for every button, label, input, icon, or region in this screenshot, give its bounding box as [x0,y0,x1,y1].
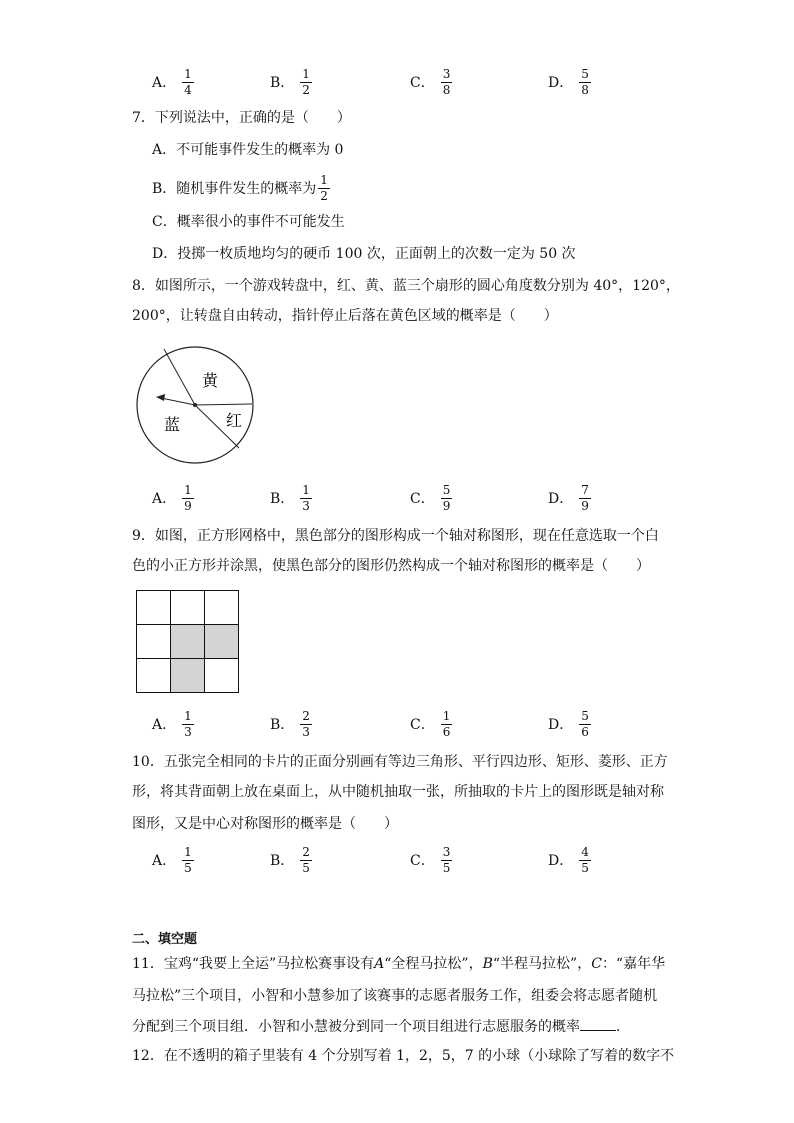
q10-option-d [548,846,591,875]
fraction-numerator: 1 [184,67,192,81]
option-letter: A． [152,490,177,507]
q10-option-c [410,846,452,875]
option-fraction [300,484,312,513]
fraction-numerator: 7 [581,483,589,497]
fraction-numerator: 5 [581,67,589,81]
q11-label-a: A [374,956,385,972]
q7-option-b-fraction [318,174,330,203]
section-title-fill-in: 二、填空题 [132,932,198,947]
fraction-numerator: 1 [302,67,310,81]
grid-cell-shaded [171,659,205,693]
answer-blank[interactable] [580,1016,616,1031]
q12-line1: 12．在不透明的箱子里装有 4 个分别写着 1，2，5，7 的小球（小球除了写着的数字不 [132,1048,675,1064]
option-fraction [300,846,312,875]
fraction-denominator: 2 [320,189,328,203]
spinner-divider-yellow-red [195,404,252,405]
q9-option-a [152,710,194,739]
option-letter: D． [548,716,574,733]
fraction-numerator: 2 [302,845,310,859]
fraction-denominator: 5 [184,861,192,875]
fraction-denominator: 5 [442,861,451,875]
option-letter: B． [270,852,295,869]
fraction-numerator: 1 [184,483,192,497]
option-letter: B． [270,490,295,507]
q7-option-c: C．概率很小的事件不可能发生 [152,214,345,230]
q9-option-c [410,710,452,739]
grid-cell [205,659,239,693]
spinner-center-dot [193,403,197,407]
option-fraction [441,68,453,97]
spinner-figure [134,344,258,468]
q11-line3-end: ． [616,1019,630,1035]
grid-cell [137,591,171,625]
fraction-numerator: 5 [442,483,451,497]
fraction-denominator: 8 [581,83,589,97]
fraction-denominator: 9 [184,499,192,513]
option-letter: C． [410,490,435,507]
option-letter: C． [410,74,435,91]
grid-cell-shaded [205,625,239,659]
fraction-denominator: 5 [581,861,589,875]
label-yellow: 黄 [202,371,219,390]
fraction-numerator: 1 [320,173,328,187]
q7-option-b [152,174,330,203]
q9-option-b [270,710,312,739]
fraction-denominator: 8 [442,83,451,97]
label-blue: 蓝 [164,415,181,434]
spinner-pointer [161,398,195,405]
fraction-numerator: 3 [442,67,451,81]
fraction-denominator: 4 [184,83,192,97]
option-fraction [182,68,194,97]
fraction-numerator: 1 [184,709,192,723]
option-letter: A． [152,74,177,91]
q7-option-d: D．投掷一枚质地均匀的硬币 100 次，正面朝上的次数一定为 50 次 [152,246,576,262]
q9-option-d [548,710,591,739]
q7-option-a: A．不可能事件发生的概率为 0 [152,142,344,158]
option-fraction [441,484,453,513]
pointer-arrowhead-icon [156,394,165,401]
q6-option-a [152,68,194,97]
option-fraction [182,484,194,513]
option-letter: A． [152,716,177,733]
option-letter: B． [270,74,295,91]
q8-option-d [548,484,591,513]
q9-stem-line1: 9．如图，正方形网格中，黑色部分的图形构成一个轴对称图形，现在任意选取一个白 [132,528,659,544]
q11-text-4: ：“嘉年华 [601,956,666,972]
grid-cell [205,591,239,625]
q9-stem-line2: 色的小正方形并涂黑，使黑色部分的图形仍然构成一个轴对称图形的概率是（ ） [132,558,650,574]
q6-option-b [270,68,312,97]
label-red: 红 [226,411,243,430]
option-fraction [182,710,194,739]
option-letter: A． [152,852,177,869]
fraction-denominator: 3 [302,499,310,513]
fraction-numerator: 1 [302,483,310,497]
q11-label-b: B [482,956,493,972]
fraction-numerator: 1 [442,709,451,723]
fraction-denominator: 3 [302,725,310,739]
spinner-divider-yellow-blue [164,349,195,405]
option-fraction [441,710,453,739]
q11-text-1: 11．宝鸡“我要上全运”马拉松赛事设有 [132,956,375,972]
fraction-denominator: 3 [184,725,192,739]
grid-cell [171,591,205,625]
fraction-numerator: 1 [184,845,192,859]
option-fraction [579,710,591,739]
q10-option-a [152,846,194,875]
q8-stem-line2: 200°，让转盘自由转动，指针停止后落在黄色区域的概率是（ ） [132,308,558,324]
fraction-denominator: 9 [581,499,589,513]
q8-option-a [152,484,194,513]
grid-cell [137,625,171,659]
fraction-denominator: 6 [442,725,451,739]
grid-cell-shaded [171,625,205,659]
fraction-numerator: 3 [442,845,451,859]
option-letter: D． [548,852,574,869]
grid-cell [137,659,171,693]
fraction-denominator: 5 [302,861,310,875]
fraction-numerator: 2 [302,709,310,723]
fraction-numerator: 4 [581,845,589,859]
q10-stem-line1: 10．五张完全相同的卡片的正面分别画有等边三角形、平行四边形、矩形、菱形、正方 [132,754,668,770]
q10-stem-line3: 图形，又是中心对称图形的概率是（ ） [132,816,398,832]
option-letter: D． [548,490,574,507]
option-letter: B． [270,716,295,733]
q11-text-2: “全程马拉松”， [384,956,483,972]
q10-stem-line2: 形，将其背面朝上放在桌面上，从中随机抽取一张，所抽取的卡片上的图形既是轴对称 [132,784,664,800]
q7-option-b-text: B．随机事件发生的概率为 [152,180,317,197]
q11-text-3: “半程马拉松”， [492,956,592,972]
q8-stem-line1: 8．如图所示，一个游戏转盘中，红、黄、蓝三个扇形的圆心角度数分别为 40°，120°， [132,278,680,294]
q11-label-c: C [591,956,602,972]
square-grid-figure [136,590,239,693]
fraction-denominator: 2 [302,83,310,97]
option-fraction [300,68,312,97]
fraction-denominator: 6 [581,725,589,739]
q11-line2: 马拉松”三个项目，小智和小慧参加了该赛事的志愿者服务工作，组委会将志愿者随机 [132,988,658,1004]
option-fraction [579,484,591,513]
q6-option-c [410,68,452,97]
q11-line3 [132,1016,630,1037]
q6-option-d [548,68,591,97]
q7-stem: 7．下列说法中，正确的是（ ） [132,110,351,126]
option-fraction [300,710,312,739]
q11-line1 [132,954,665,974]
q8-option-b [270,484,312,513]
q10-option-b [270,846,312,875]
fraction-numerator: 5 [581,709,589,723]
option-fraction [579,846,591,875]
option-letter: C． [410,852,435,869]
q8-option-c [410,484,452,513]
fraction-denominator: 9 [442,499,451,513]
option-fraction [441,846,453,875]
option-fraction [579,68,591,97]
option-fraction [182,846,194,875]
option-letter: D． [548,74,574,91]
option-letter: C． [410,716,435,733]
q11-line3-text: 分配到三个项目组．小智和小慧被分到同一个项目组进行志愿服务的概率 [132,1019,580,1035]
